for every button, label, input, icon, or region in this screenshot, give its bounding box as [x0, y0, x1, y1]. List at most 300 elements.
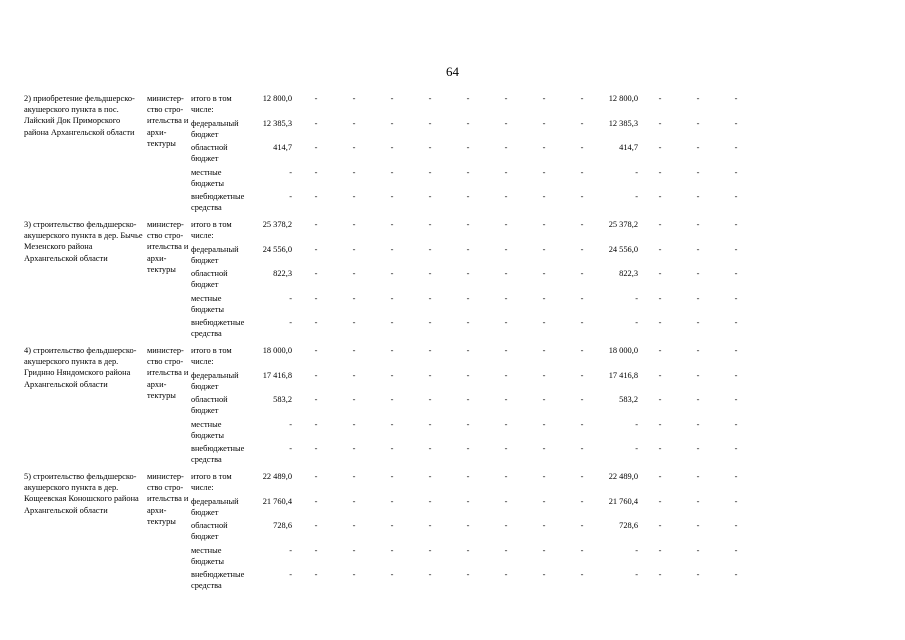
year-value-cell: - [314, 395, 318, 404]
year-value-cell: - [352, 444, 356, 453]
year-value-cell: - [504, 545, 508, 555]
year-value-cell: - [504, 419, 508, 429]
year-value-cell: - [734, 570, 738, 579]
year-value-cell: - [580, 346, 584, 355]
funding-source-label: итого в том числе: [191, 346, 232, 367]
year-value-cell: - [696, 472, 700, 481]
table-row [0, 569, 905, 593]
year-value-cell: - [658, 472, 662, 481]
year-value-cell: - [504, 370, 508, 380]
year-value-cell: - [542, 167, 546, 177]
year-value-cell: - [314, 143, 318, 152]
year-value-cell: - [390, 293, 394, 303]
amount-total-cell: - [289, 318, 292, 327]
year-value-cell: - [390, 143, 394, 152]
year-value-cell: - [504, 496, 508, 506]
year-value-cell: - [696, 293, 700, 303]
year-value-cell: - [580, 521, 584, 530]
table-row [0, 471, 905, 495]
year-value-cell: - [390, 370, 394, 380]
year-value-cell: - [352, 472, 356, 481]
amount-year-cell: - [635, 570, 638, 579]
year-value-cell: - [428, 370, 432, 380]
year-value-cell: - [580, 244, 584, 254]
funding-source-label: внебюджетные средства [191, 444, 245, 465]
year-value-cell: - [466, 318, 470, 327]
year-value-cell: - [658, 318, 662, 327]
year-value-cell: - [466, 220, 470, 229]
funding-source-label: местные бюджеты [191, 167, 225, 188]
year-value-cell: - [352, 545, 356, 555]
program-item-block [0, 471, 905, 597]
year-value-cell: - [390, 167, 394, 177]
program-item-block [0, 219, 905, 345]
year-value-cell: - [734, 269, 738, 278]
year-value-cell: - [734, 293, 738, 303]
year-value-cell: - [696, 269, 700, 278]
year-value-cell: - [428, 419, 432, 429]
table-row [0, 419, 905, 443]
amount-year-cell: - [635, 293, 638, 303]
year-value-cell: - [734, 346, 738, 355]
year-value-cell: - [352, 293, 356, 303]
year-value-cell: - [466, 143, 470, 152]
year-value-cell: - [542, 545, 546, 555]
year-value-cell: - [390, 395, 394, 404]
year-value-cell: - [352, 167, 356, 177]
year-value-cell: - [580, 143, 584, 152]
year-value-cell: - [542, 521, 546, 530]
year-value-cell: - [314, 370, 318, 380]
year-value-cell: - [734, 419, 738, 429]
amount-total-cell: 24 556,0 [262, 244, 292, 254]
funding-source-label: итого в том числе: [191, 220, 232, 241]
year-value-cell: - [428, 269, 432, 278]
year-value-cell: - [466, 244, 470, 254]
year-value-cell: - [542, 94, 546, 103]
year-value-cell: - [542, 143, 546, 152]
year-value-cell: - [580, 269, 584, 278]
year-value-cell: - [428, 220, 432, 229]
year-value-cell: - [658, 346, 662, 355]
year-value-cell: - [352, 318, 356, 327]
year-value-cell: - [542, 496, 546, 506]
year-value-cell: - [734, 521, 738, 530]
amount-year-cell: - [635, 318, 638, 327]
executor-name: министер-ство стро-ительства и архи-тектуры [147, 346, 189, 400]
year-value-cell: - [390, 118, 394, 128]
amount-year-cell: 25 378,2 [608, 220, 638, 229]
table-row [0, 244, 905, 268]
year-value-cell: - [428, 244, 432, 254]
year-value-cell: - [314, 220, 318, 229]
year-value-cell: - [504, 94, 508, 103]
amount-year-cell: - [635, 192, 638, 201]
year-value-cell: - [658, 269, 662, 278]
year-value-cell: - [696, 244, 700, 254]
funding-source-label: федеральный бюджет [191, 370, 239, 391]
year-value-cell: - [734, 192, 738, 201]
table-row [0, 545, 905, 569]
table-row [0, 118, 905, 142]
year-value-cell: - [696, 521, 700, 530]
year-value-cell: - [466, 192, 470, 201]
year-value-cell: - [352, 118, 356, 128]
amount-year-cell: 822,3 [619, 269, 638, 278]
year-value-cell: - [542, 472, 546, 481]
year-value-cell: - [504, 346, 508, 355]
year-value-cell: - [428, 346, 432, 355]
year-value-cell: - [314, 521, 318, 530]
year-value-cell: - [580, 167, 584, 177]
funding-source-label: областной бюджет [191, 269, 228, 290]
year-value-cell: - [696, 545, 700, 555]
year-value-cell: - [352, 220, 356, 229]
year-value-cell: - [466, 521, 470, 530]
year-value-cell: - [734, 167, 738, 177]
year-value-cell: - [428, 395, 432, 404]
year-value-cell: - [734, 118, 738, 128]
year-value-cell: - [390, 545, 394, 555]
year-value-cell: - [466, 444, 470, 453]
funding-source-label: внебюджетные средства [191, 192, 245, 213]
year-value-cell: - [580, 192, 584, 201]
amount-total-cell: - [289, 570, 292, 579]
amount-year-cell: 18 000,0 [608, 346, 638, 355]
year-value-cell: - [580, 444, 584, 453]
amount-year-cell: - [635, 419, 638, 429]
year-value-cell: - [542, 192, 546, 201]
amount-total-cell: - [289, 444, 292, 453]
year-value-cell: - [734, 395, 738, 404]
amount-total-cell: 12 800,0 [262, 94, 292, 103]
amount-year-cell: - [635, 444, 638, 453]
year-value-cell: - [658, 118, 662, 128]
year-value-cell: - [734, 496, 738, 506]
object-description: 4) строительство фельдшерско-акушерского пункта в дер. Гриднно Няндомского района Архангельской области [24, 346, 137, 389]
year-value-cell: - [734, 472, 738, 481]
year-value-cell: - [314, 94, 318, 103]
year-value-cell: - [428, 293, 432, 303]
amount-total-cell: 18 000,0 [262, 346, 292, 355]
year-value-cell: - [428, 318, 432, 327]
year-value-cell: - [314, 118, 318, 128]
year-value-cell: - [542, 244, 546, 254]
funding-table [0, 93, 905, 597]
amount-year-cell: 12 385,3 [608, 118, 638, 128]
year-value-cell: - [542, 118, 546, 128]
year-value-cell: - [352, 395, 356, 404]
year-value-cell: - [314, 444, 318, 453]
year-value-cell: - [734, 444, 738, 453]
year-value-cell: - [428, 545, 432, 555]
year-value-cell: - [314, 244, 318, 254]
year-value-cell: - [696, 192, 700, 201]
year-value-cell: - [428, 521, 432, 530]
table-row [0, 268, 905, 292]
amount-total-cell: 822,3 [273, 269, 292, 278]
year-value-cell: - [734, 370, 738, 380]
funding-source-label: областной бюджет [191, 521, 228, 542]
year-value-cell: - [580, 370, 584, 380]
year-value-cell: - [696, 444, 700, 453]
funding-source-label: федеральный бюджет [191, 244, 239, 265]
year-value-cell: - [658, 395, 662, 404]
year-value-cell: - [542, 293, 546, 303]
year-value-cell: - [314, 419, 318, 429]
year-value-cell: - [314, 496, 318, 506]
year-value-cell: - [580, 293, 584, 303]
year-value-cell: - [542, 444, 546, 453]
year-value-cell: - [352, 269, 356, 278]
year-value-cell: - [658, 570, 662, 579]
year-value-cell: - [314, 346, 318, 355]
year-value-cell: - [390, 269, 394, 278]
table-row [0, 293, 905, 317]
year-value-cell: - [696, 419, 700, 429]
funding-source-label: внебюджетные средства [191, 318, 245, 339]
year-value-cell: - [696, 370, 700, 380]
year-value-cell: - [658, 293, 662, 303]
year-value-cell: - [466, 496, 470, 506]
year-value-cell: - [580, 118, 584, 128]
year-value-cell: - [352, 346, 356, 355]
year-value-cell: - [390, 521, 394, 530]
year-value-cell: - [390, 94, 394, 103]
year-value-cell: - [390, 192, 394, 201]
year-value-cell: - [314, 192, 318, 201]
year-value-cell: - [314, 269, 318, 278]
year-value-cell: - [428, 118, 432, 128]
amount-total-cell: - [289, 419, 292, 429]
page-number: 64 [446, 64, 459, 79]
year-value-cell: - [428, 143, 432, 152]
year-value-cell: - [734, 220, 738, 229]
year-value-cell: - [352, 521, 356, 530]
year-value-cell: - [390, 444, 394, 453]
table-row [0, 496, 905, 520]
year-value-cell: - [658, 143, 662, 152]
year-value-cell: - [352, 244, 356, 254]
year-value-cell: - [466, 269, 470, 278]
year-value-cell: - [658, 244, 662, 254]
year-value-cell: - [658, 370, 662, 380]
year-value-cell: - [428, 167, 432, 177]
year-value-cell: - [696, 167, 700, 177]
year-value-cell: - [658, 496, 662, 506]
year-value-cell: - [542, 370, 546, 380]
year-value-cell: - [390, 220, 394, 229]
table-row [0, 93, 905, 117]
funding-source-label: местные бюджеты [191, 545, 225, 566]
table-row [0, 345, 905, 369]
table-row [0, 370, 905, 394]
year-value-cell: - [428, 472, 432, 481]
funding-source-label: местные бюджеты [191, 419, 225, 440]
year-value-cell: - [658, 444, 662, 453]
year-value-cell: - [428, 94, 432, 103]
year-value-cell: - [542, 220, 546, 229]
amount-year-cell: 12 800,0 [608, 94, 638, 103]
executor-name: министер-ство стро-ительства и архи-тектуры [147, 472, 189, 526]
year-value-cell: - [580, 570, 584, 579]
table-row [0, 520, 905, 544]
amount-total-cell: 21 760,4 [262, 496, 292, 506]
amount-total-cell: - [289, 293, 292, 303]
year-value-cell: - [580, 472, 584, 481]
year-value-cell: - [390, 318, 394, 327]
amount-year-cell: 22 489,0 [608, 472, 638, 481]
year-value-cell: - [466, 94, 470, 103]
year-value-cell: - [466, 395, 470, 404]
year-value-cell: - [504, 244, 508, 254]
year-value-cell: - [428, 192, 432, 201]
amount-total-cell: 17 416,8 [262, 370, 292, 380]
year-value-cell: - [580, 94, 584, 103]
year-value-cell: - [352, 419, 356, 429]
object-description: 3) строительство фельдшерско-акушерского пункта в дер. Бычье Мезенского района Архангельской области [24, 220, 143, 263]
year-value-cell: - [696, 318, 700, 327]
year-value-cell: - [696, 220, 700, 229]
year-value-cell: - [390, 244, 394, 254]
table-row [0, 317, 905, 341]
year-value-cell: - [580, 496, 584, 506]
year-value-cell: - [504, 570, 508, 579]
year-value-cell: - [352, 370, 356, 380]
amount-total-cell: - [289, 167, 292, 177]
amount-total-cell: - [289, 545, 292, 555]
year-value-cell: - [466, 293, 470, 303]
year-value-cell: - [504, 118, 508, 128]
year-value-cell: - [466, 570, 470, 579]
amount-year-cell: 728,6 [619, 521, 638, 530]
year-value-cell: - [352, 496, 356, 506]
amount-year-cell: 414,7 [619, 143, 638, 152]
object-description: 5) строительство фельдшерско-акушерского пункта в дер. Кощеевская Коношского района Архангельской области [24, 472, 139, 515]
year-value-cell: - [466, 472, 470, 481]
executor-name: министер-ство стро-ительства и архи-тектуры [147, 94, 189, 148]
funding-source-label: местные бюджеты [191, 293, 225, 314]
year-value-cell: - [734, 244, 738, 254]
table-row [0, 167, 905, 191]
year-value-cell: - [504, 444, 508, 453]
year-value-cell: - [504, 318, 508, 327]
year-value-cell: - [734, 545, 738, 555]
amount-year-cell: - [635, 167, 638, 177]
amount-year-cell: 21 760,4 [608, 496, 638, 506]
year-value-cell: - [428, 496, 432, 506]
year-value-cell: - [504, 192, 508, 201]
year-value-cell: - [658, 220, 662, 229]
year-value-cell: - [542, 570, 546, 579]
year-value-cell: - [390, 472, 394, 481]
funding-source-label: внебюджетные средства [191, 570, 245, 591]
year-value-cell: - [580, 419, 584, 429]
year-value-cell: - [314, 545, 318, 555]
year-value-cell: - [734, 318, 738, 327]
year-value-cell: - [542, 346, 546, 355]
amount-total-cell: 583,2 [273, 395, 292, 404]
table-row [0, 142, 905, 166]
amount-total-cell: 728,6 [273, 521, 292, 530]
amount-year-cell: - [635, 545, 638, 555]
year-value-cell: - [352, 94, 356, 103]
year-value-cell: - [580, 545, 584, 555]
year-value-cell: - [696, 118, 700, 128]
executor-name: министер-ство стро-ительства и архи-тектуры [147, 220, 189, 274]
year-value-cell: - [504, 143, 508, 152]
year-value-cell: - [428, 570, 432, 579]
year-value-cell: - [580, 220, 584, 229]
amount-total-cell: 25 378,2 [262, 220, 292, 229]
funding-source-label: итого в том числе: [191, 94, 232, 115]
table-row [0, 394, 905, 418]
amount-total-cell: - [289, 192, 292, 201]
amount-total-cell: 12 385,3 [262, 118, 292, 128]
year-value-cell: - [390, 570, 394, 579]
table-row [0, 219, 905, 243]
year-value-cell: - [314, 472, 318, 481]
year-value-cell: - [734, 143, 738, 152]
year-value-cell: - [466, 419, 470, 429]
year-value-cell: - [658, 419, 662, 429]
year-value-cell: - [696, 346, 700, 355]
year-value-cell: - [466, 118, 470, 128]
year-value-cell: - [314, 293, 318, 303]
year-value-cell: - [466, 545, 470, 555]
object-description: 2) приобретение фельдшерско-акушерского пункта в пос. Лайский Док Приморского района Архангельской области [24, 94, 135, 137]
year-value-cell: - [314, 167, 318, 177]
year-value-cell: - [504, 269, 508, 278]
funding-source-label: областной бюджет [191, 143, 228, 164]
year-value-cell: - [390, 346, 394, 355]
year-value-cell: - [542, 395, 546, 404]
year-value-cell: - [504, 521, 508, 530]
year-value-cell: - [352, 143, 356, 152]
funding-source-label: федеральный бюджет [191, 496, 239, 517]
amount-year-cell: 24 556,0 [608, 244, 638, 254]
year-value-cell: - [504, 220, 508, 229]
year-value-cell: - [658, 94, 662, 103]
year-value-cell: - [542, 269, 546, 278]
year-value-cell: - [580, 395, 584, 404]
year-value-cell: - [696, 94, 700, 103]
year-value-cell: - [696, 570, 700, 579]
amount-year-cell: 17 416,8 [608, 370, 638, 380]
year-value-cell: - [466, 370, 470, 380]
table-row [0, 443, 905, 467]
year-value-cell: - [658, 545, 662, 555]
year-value-cell: - [542, 318, 546, 327]
program-item-block [0, 93, 905, 219]
year-value-cell: - [428, 444, 432, 453]
year-value-cell: - [504, 472, 508, 481]
year-value-cell: - [696, 395, 700, 404]
funding-source-label: областной бюджет [191, 395, 228, 416]
year-value-cell: - [390, 496, 394, 506]
year-value-cell: - [314, 570, 318, 579]
table-row [0, 191, 905, 215]
year-value-cell: - [466, 167, 470, 177]
year-value-cell: - [542, 419, 546, 429]
year-value-cell: - [658, 192, 662, 201]
year-value-cell: - [504, 293, 508, 303]
funding-source-label: федеральный бюджет [191, 118, 239, 139]
year-value-cell: - [352, 570, 356, 579]
year-value-cell: - [696, 143, 700, 152]
year-value-cell: - [390, 419, 394, 429]
year-value-cell: - [658, 167, 662, 177]
